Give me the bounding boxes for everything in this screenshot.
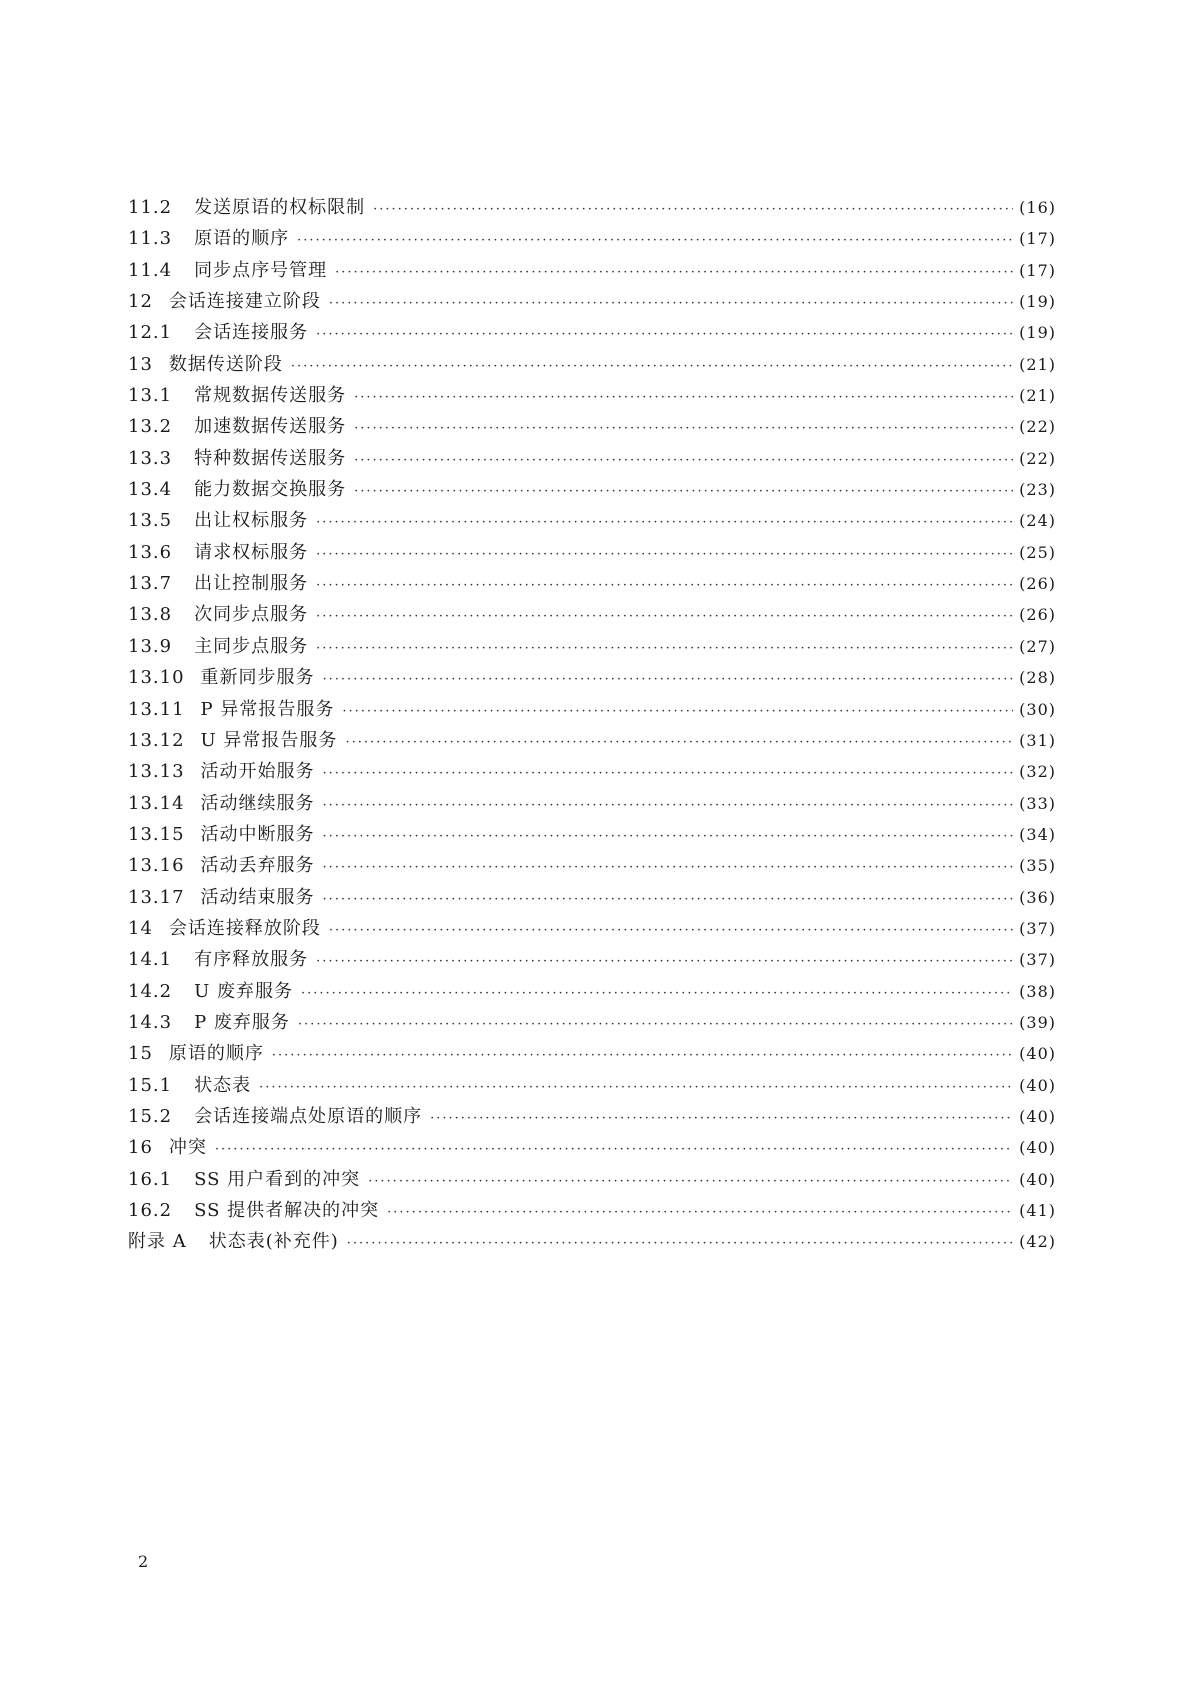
toc-entry-page: (21) — [1019, 386, 1056, 406]
toc-entry-title: 原语的顺序 — [194, 228, 290, 250]
dot-leader — [323, 798, 1014, 813]
toc-entry-page: (40) — [1019, 1044, 1056, 1064]
dot-leader — [323, 892, 1014, 907]
toc-entry[interactable] — [128, 600, 1056, 631]
toc-entry-page: (30) — [1019, 699, 1056, 719]
toc-entry-number: 13.9 — [128, 635, 173, 657]
dot-leader — [316, 954, 1013, 969]
toc-entry-number: 13.11 — [128, 698, 185, 720]
toc-entry[interactable] — [128, 1102, 1056, 1133]
toc-entry-number: 14 — [128, 917, 153, 939]
toc-entry-number: 13.6 — [128, 541, 173, 563]
dot-leader — [316, 641, 1013, 656]
toc-entry-number: 16.1 — [128, 1168, 173, 1190]
toc-entry-page: (37) — [1019, 950, 1056, 970]
toc-entry-number: 13.7 — [128, 573, 173, 595]
dot-leader — [387, 1205, 1013, 1220]
toc-entry-title: U 异常报告服务 — [200, 729, 338, 751]
toc-entry-page: (24) — [1019, 511, 1056, 531]
toc-entry-number: 16.2 — [128, 1200, 173, 1221]
toc-entry-page: (34) — [1019, 824, 1056, 844]
toc-entry-page: (41) — [1019, 1201, 1056, 1220]
toc-entry-title: 活动中断服务 — [200, 823, 315, 845]
toc-entry-title: 同步点序号管理 — [194, 259, 328, 281]
toc-entry-page: (19) — [1019, 292, 1056, 312]
toc-entry-title: 原语的顺序 — [168, 1043, 264, 1065]
toc-entry[interactable] — [128, 506, 1056, 537]
dot-leader — [291, 359, 1013, 374]
dot-leader — [297, 233, 1013, 248]
toc-entry[interactable] — [128, 695, 1056, 726]
toc-entry-page: (22) — [1019, 417, 1056, 437]
toc-entry[interactable] — [128, 381, 1056, 412]
toc-entry[interactable] — [128, 632, 1056, 663]
toc-entry-title: 数据传送阶段 — [168, 353, 283, 375]
dot-leader — [272, 1048, 1013, 1063]
toc-entry-number: 13.13 — [128, 761, 185, 783]
dot-leader — [215, 1142, 1013, 1157]
page-number: 2 — [138, 1552, 149, 1571]
toc-entry-number: 13.8 — [128, 604, 173, 626]
toc-entry-title: 有序释放服务 — [194, 949, 309, 971]
toc-entry-number: 15.2 — [128, 1105, 173, 1127]
toc-entry-title: 常规数据传送服务 — [194, 385, 347, 407]
dot-leader — [354, 390, 1013, 405]
toc-entry[interactable] — [128, 287, 1056, 318]
toc-entry[interactable] — [128, 851, 1056, 882]
dot-leader — [329, 296, 1013, 311]
dot-leader — [316, 609, 1013, 624]
dot-leader — [354, 484, 1013, 499]
toc-entry-page: (40) — [1019, 1106, 1056, 1126]
toc-entry-page: (37) — [1019, 918, 1056, 938]
toc-entry[interactable] — [128, 350, 1056, 381]
toc-entry-title: 活动继续服务 — [200, 792, 315, 814]
dot-leader — [345, 735, 1013, 750]
toc-entry-title: 特种数据传送服务 — [194, 447, 347, 469]
toc-entry-page: (25) — [1019, 542, 1056, 562]
toc-entry[interactable] — [128, 1008, 1056, 1039]
toc-entry-number: 11.3 — [128, 228, 173, 250]
toc-entry-number: 12 — [128, 291, 153, 313]
toc-entry-title: 加速数据传送服务 — [194, 416, 347, 438]
toc-entry-title: 状态表(补充件) — [208, 1231, 339, 1253]
toc-entry[interactable] — [128, 538, 1056, 569]
toc-entry-number: 13.14 — [128, 792, 185, 814]
toc-entry-page: (40) — [1019, 1169, 1056, 1189]
toc-entry-page: (27) — [1019, 636, 1056, 656]
toc-entry[interactable] — [128, 569, 1056, 600]
toc-entry[interactable] — [128, 193, 1056, 224]
toc-entry[interactable] — [128, 412, 1056, 443]
toc-entry-title: P 废弃服务 — [194, 1011, 290, 1033]
toc-entry[interactable] — [128, 883, 1056, 914]
toc-entry-number: 14.3 — [128, 1011, 173, 1033]
dot-leader — [335, 265, 1013, 280]
toc-entry[interactable] — [128, 475, 1056, 506]
toc-entry-page: (17) — [1019, 260, 1056, 280]
dot-leader — [430, 1111, 1013, 1126]
toc-entry[interactable] — [128, 945, 1056, 976]
dot-leader — [316, 515, 1013, 530]
toc-entry-page: (23) — [1019, 480, 1056, 500]
dot-leader — [347, 1236, 1013, 1251]
dot-leader — [323, 672, 1014, 687]
toc-entry-number: 13.4 — [128, 479, 173, 501]
toc-entry-title: U 废弃服务 — [194, 980, 293, 1002]
toc-entry-number: 11.4 — [128, 259, 173, 281]
toc-entry-title: P 异常报告服务 — [200, 698, 335, 720]
toc-entry-page: (40) — [1019, 1075, 1056, 1095]
dot-leader — [342, 704, 1013, 719]
toc-entry[interactable] — [128, 1071, 1056, 1102]
toc-entry-number: 13.3 — [128, 447, 173, 469]
toc-entry-number: 14.1 — [128, 949, 173, 971]
toc-entry-number: 14.2 — [128, 980, 173, 1002]
toc-entry-page: (38) — [1019, 981, 1056, 1001]
dot-leader — [323, 860, 1014, 875]
toc-entry[interactable] — [128, 256, 1056, 287]
toc-entry-title: 会话连接建立阶段 — [168, 291, 321, 313]
toc-entry-number: 13.1 — [128, 385, 173, 407]
toc-entry-number: 11.2 — [128, 197, 173, 218]
toc-entry-page: (16) — [1019, 198, 1056, 217]
toc-entry-page: (35) — [1019, 856, 1056, 876]
toc-entry-number: 13.15 — [128, 823, 185, 845]
toc-entry[interactable] — [128, 663, 1056, 694]
toc-entry-page: (28) — [1019, 668, 1056, 688]
toc-entry-number: 13.5 — [128, 510, 173, 532]
toc-entry[interactable] — [128, 318, 1056, 349]
toc-entry-title: 重新同步服务 — [200, 667, 315, 689]
dot-leader — [329, 923, 1013, 938]
dot-leader — [298, 1017, 1013, 1032]
dot-leader — [323, 766, 1014, 781]
toc-entry-page: (26) — [1019, 574, 1056, 594]
toc-entry-title: 会话连接端点处原语的顺序 — [194, 1105, 423, 1127]
toc-entry[interactable] — [128, 1133, 1056, 1164]
toc-entry-page: (19) — [1019, 323, 1056, 343]
toc-entry-page: (33) — [1019, 793, 1056, 813]
toc-entry-number: 13 — [128, 353, 153, 375]
toc-entry-title: 次同步点服务 — [194, 604, 309, 626]
toc-entry-title: 会话连接服务 — [194, 322, 309, 344]
toc-entry[interactable] — [128, 444, 1056, 475]
dot-leader — [368, 1174, 1013, 1189]
toc-entry-page: (26) — [1019, 605, 1056, 625]
toc-entry[interactable] — [128, 1227, 1056, 1258]
dot-leader — [316, 547, 1013, 562]
toc-entry-number: 15 — [128, 1043, 153, 1065]
toc-entry-number: 13.12 — [128, 729, 185, 751]
dot-leader — [354, 453, 1013, 468]
toc-entry-title: 会话连接释放阶段 — [168, 917, 321, 939]
toc-entry-title: SS 提供者解决的冲突 — [194, 1200, 380, 1221]
table-of-contents — [128, 193, 1056, 1259]
toc-entry-number: 12.1 — [128, 322, 173, 344]
toc-entry[interactable] — [128, 726, 1056, 757]
toc-entry-number: 附录 A — [128, 1231, 187, 1253]
dot-leader — [316, 578, 1013, 593]
toc-entry-title: SS 用户看到的冲突 — [194, 1168, 361, 1190]
toc-entry-number: 13.10 — [128, 667, 185, 689]
toc-entry-page: (36) — [1019, 887, 1056, 907]
toc-entry[interactable] — [128, 820, 1056, 851]
toc-entry[interactable] — [128, 789, 1056, 820]
toc-entry-page: (22) — [1019, 448, 1056, 468]
toc-entry-title: 出让权标服务 — [194, 510, 309, 532]
toc-entry-number: 16 — [128, 1137, 153, 1159]
toc-entry-number: 13.17 — [128, 886, 185, 908]
toc-entry-title: 活动开始服务 — [200, 761, 315, 783]
toc-entry[interactable] — [128, 1039, 1056, 1070]
dot-leader — [316, 327, 1013, 342]
toc-entry-page: (31) — [1019, 730, 1056, 750]
toc-entry-title: 活动丢弃服务 — [200, 855, 315, 877]
toc-entry-page: (17) — [1019, 229, 1056, 249]
toc-entry-title: 冲突 — [168, 1137, 207, 1159]
toc-entry[interactable] — [128, 1165, 1056, 1196]
toc-entry[interactable] — [128, 757, 1056, 788]
toc-entry-number: 13.2 — [128, 416, 173, 438]
toc-entry-title: 主同步点服务 — [194, 635, 309, 657]
toc-entry[interactable] — [128, 914, 1056, 945]
toc-entry-number: 15.1 — [128, 1074, 173, 1096]
toc-entry[interactable] — [128, 977, 1056, 1008]
toc-entry-title: 出让控制服务 — [194, 573, 309, 595]
dot-leader — [373, 202, 1013, 217]
dot-leader — [323, 829, 1014, 844]
toc-entry-number: 13.16 — [128, 855, 185, 877]
toc-entry-page: (40) — [1019, 1138, 1056, 1158]
toc-entry[interactable] — [128, 1196, 1056, 1227]
toc-entry-title: 状态表 — [194, 1074, 252, 1096]
toc-entry[interactable] — [128, 224, 1056, 255]
toc-entry-page: (39) — [1019, 1012, 1056, 1032]
toc-entry-page: (42) — [1019, 1232, 1056, 1252]
toc-entry-page: (21) — [1019, 354, 1056, 374]
dot-leader — [259, 1080, 1013, 1095]
toc-entry-title: 发送原语的权标限制 — [194, 197, 366, 218]
toc-entry-page: (32) — [1019, 762, 1056, 782]
dot-leader — [301, 986, 1013, 1001]
toc-entry-title: 能力数据交换服务 — [194, 479, 347, 501]
dot-leader — [354, 421, 1013, 436]
toc-entry-title: 活动结束服务 — [200, 886, 315, 908]
toc-entry-title: 请求权标服务 — [194, 541, 309, 563]
